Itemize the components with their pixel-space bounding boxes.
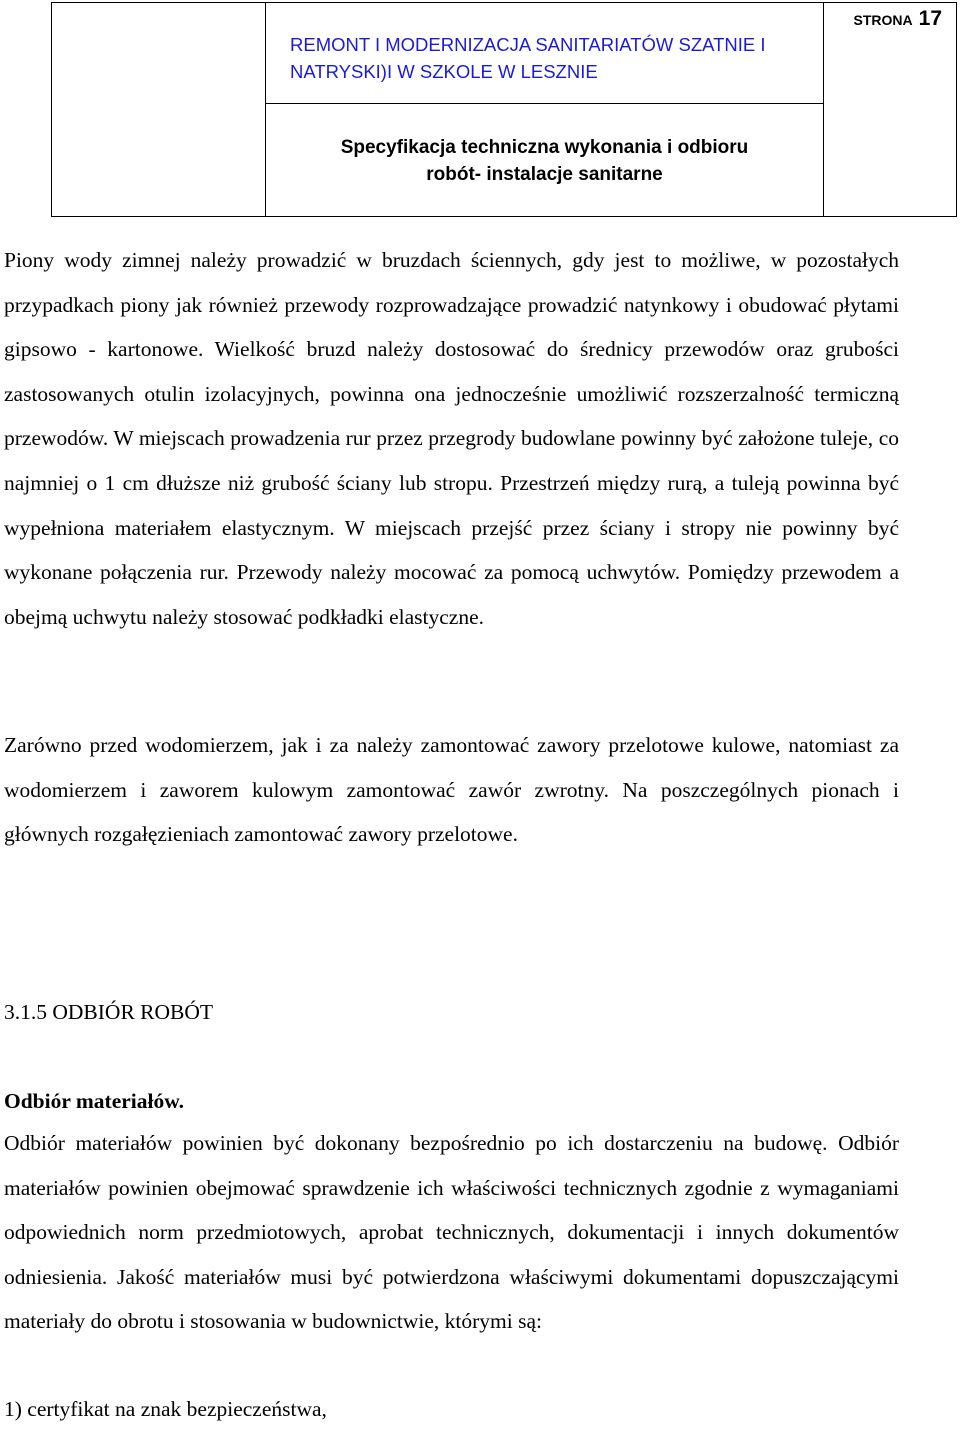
- spec-title: [266, 104, 823, 188]
- document-title-line1: REMONT I MODERNIZACJA SANITARIATÓW SZATNIE I: [290, 34, 766, 55]
- page-label: STRONA: [853, 12, 913, 28]
- list-item: 1) certyfikat na znak bezpieczeństwa,: [4, 1397, 327, 1421]
- subsection-heading: Odbiór materiałów.: [4, 1089, 184, 1113]
- document-title: [266, 3, 823, 85]
- spec-title-line2: robót- instalacje sanitarne: [426, 164, 663, 185]
- page-number: 17: [918, 7, 942, 30]
- paragraph-odbior: Odbiór materiałów powinien być dokonany bezpośrednio po ich dostarczeniu na budowę. Odbiór materiałów powinien obejmować sprawdzenie ich właściwości technicznych zgodnie z wymaganiami odpowiednich norm przedmiotowych, aprobat technicznych, dokumentacji i innych dokumentów odniesienia. Jakość materiałów musi być potwierdzona właściwymi dokumentami dopuszczającymi materiały do obrotu i stosowania w budownictwie, którymi są:: [4, 1131, 899, 1334]
- page-number-cell: [824, 3, 957, 217]
- paragraph-zawory: Zarówno przed wodomierzem, jak i za należy zamontować zawory przelotowe kulowe, natomiast za wodomierzem i zaworem kulowym zamontować zawór zwrotny. Na poszczególnych pionach i głównych rozgałęzieniach zamontować zawory przelotowe.: [4, 733, 899, 847]
- spec-title-line1: Specyfikacja techniczna wykonania i odbioru: [340, 137, 749, 158]
- logo-cell: [52, 3, 266, 217]
- document-title-cell: [266, 3, 824, 104]
- section-heading: 3.1.5 ODBIÓR ROBÓT: [4, 1000, 214, 1024]
- page-indicator: [824, 3, 956, 31]
- document-title-line2: NATRYSKI)I W SZKOLE W LESZNIE: [290, 61, 598, 82]
- paragraph-piony: Piony wody zimnej należy prowadzić w bruzdach ściennych, gdy jest to możliwe, w pozostałych przypadkach piony jak również przewody rozprowadzające prowadzić natynkowy i obudować płytami gipsowo - kartonowe. Wielkość bruzd należy dostosować do średnicy przewodów oraz grubości zastosowanych otulin izolacyjnych, powinna ona jednocześnie umożliwić rozszerzalność termiczną przewodów. W miejscach prowadzenia rur przez przegrody budowlane powinny być założone tuleje, co najmniej o 1 cm dłuższe niż grubość ściany lub stropu. Przestrzeń między rurą, a tuleją powinna być wypełniona materiałem elastycznym. W miejscach przejść przez ściany i stropy nie powinny być wykonane połączenia rur. Przewody należy mocować za pomocą uchwytów. Pomiędzy przewodem a obejmą uchwytu należy stosować podkładki elastyczne.: [4, 248, 899, 629]
- document-header: [51, 2, 957, 217]
- spec-title-cell: [266, 104, 824, 217]
